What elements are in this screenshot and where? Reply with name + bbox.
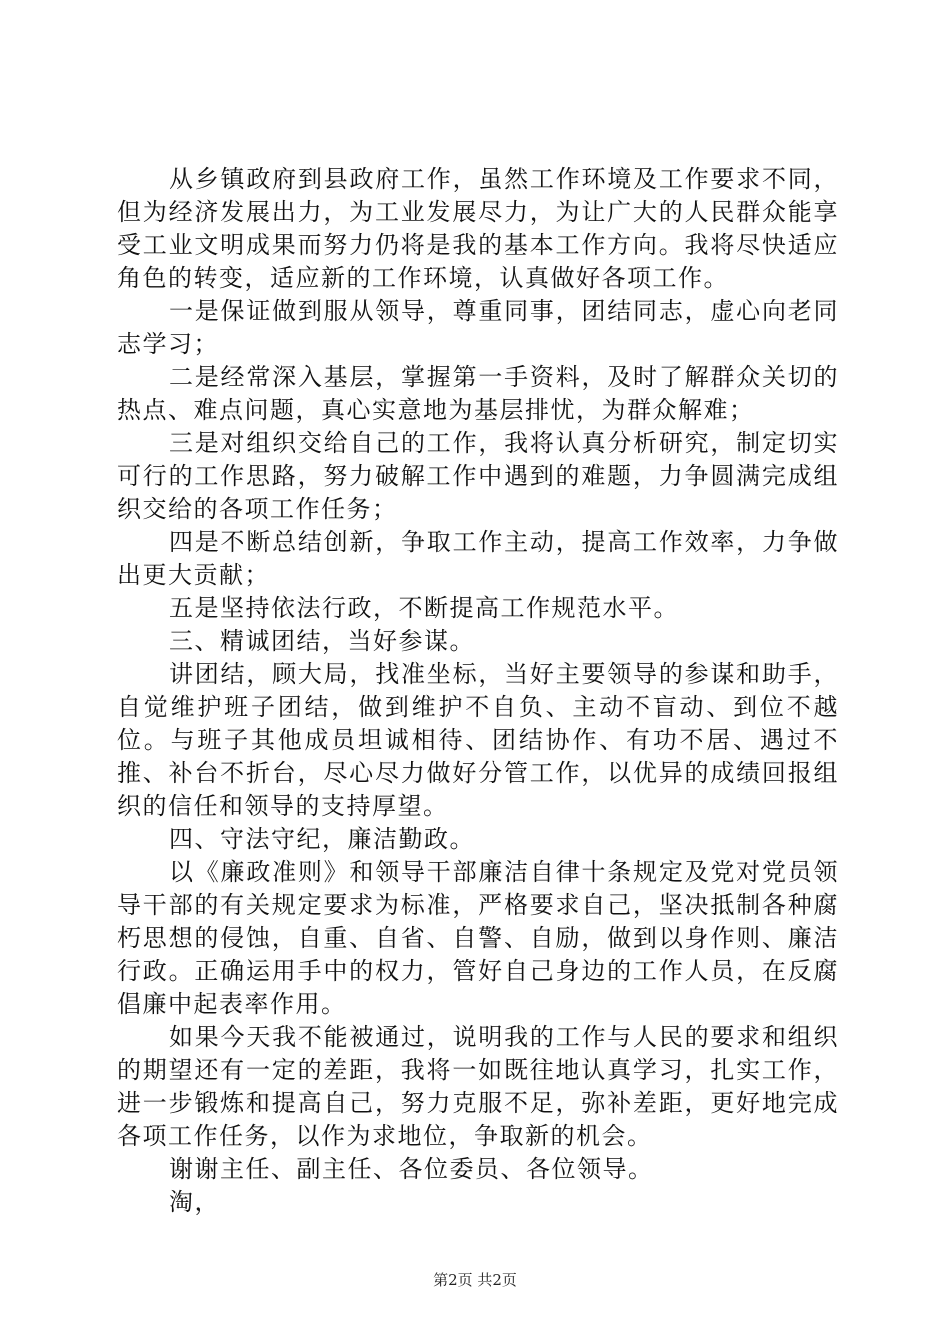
paragraph: 谢谢主任、副主任、各位委员、各位领导。 bbox=[169, 1155, 654, 1183]
section-heading: 四、守法守纪，廉洁勤政。 bbox=[169, 825, 475, 853]
page-footer: 第2页 共2页 bbox=[433, 1271, 517, 1289]
paragraph: 一是保证做到服从领导，尊重同事，团结同志，虚心向老同志学习； bbox=[117, 297, 839, 358]
paragraph: 如果今天我不能被通过，说明我的工作与人民的要求和组织的期望还有一定的差距，我将一如既往地认真学习，扎实工作，进一步锻炼和提高自己，努力克服不足，弥补差距，更好地完成各项工作任务，以作为求地位，争取新的机会。 bbox=[117, 1023, 839, 1150]
paragraph: 以《廉政准则》和领导干部廉洁自律十条规定及党对党员领导干部的有关规定要求为标准，严格要求自己，坚决抵制各种腐朽思想的侵蚀，自重、自省、自警、自励，做到以身作则、廉洁行政。正确运用手中的权力，管好自己身边的工作人员，在反腐倡廉中起表率作用。 bbox=[117, 858, 839, 1018]
paragraph: 四是不断总结创新，争取工作主动，提高工作效率，力争做出更大贡献； bbox=[117, 528, 839, 589]
paragraph: 讲团结，顾大局，找准坐标，当好主要领导的参谋和助手，自觉维护班子团结，做到维护不自负、主动不盲动、到位不越位。与班子其他成员坦诚相待、团结协作、有功不居、遇过不推、补台不折台，尽心尽力做好分管工作，以优异的成绩回报组织的信任和领导的支持厚望。 bbox=[117, 660, 839, 820]
section-heading: 三、精诚团结，当好参谋。 bbox=[169, 627, 475, 655]
paragraph: 五是坚持依法行政，不断提高工作规范水平。 bbox=[169, 594, 679, 622]
paragraph: 三是对组织交给自己的工作，我将认真分析研究，制定切实可行的工作思路，努力破解工作中遇到的难题，力争圆满完成组织交给的各项工作任务； bbox=[117, 429, 839, 523]
paragraph: 二是经常深入基层，掌握第一手资料，及时了解群众关切的热点、难点问题，真心实意地为基层排忧，为群众解难； bbox=[117, 363, 839, 424]
document-body bbox=[117, 163, 839, 1219]
paragraph: 从乡镇政府到县政府工作，虽然工作环境及工作要求不同，但为经济发展出力，为工业发展尽力，为让广大的人民群众能享受工业文明成果而努力仍将是我的基本工作方向。我将尽快适应角色的转变，适应新的工作环境，认真做好各项工作。 bbox=[117, 165, 839, 292]
paragraph: 淘， bbox=[169, 1188, 220, 1216]
